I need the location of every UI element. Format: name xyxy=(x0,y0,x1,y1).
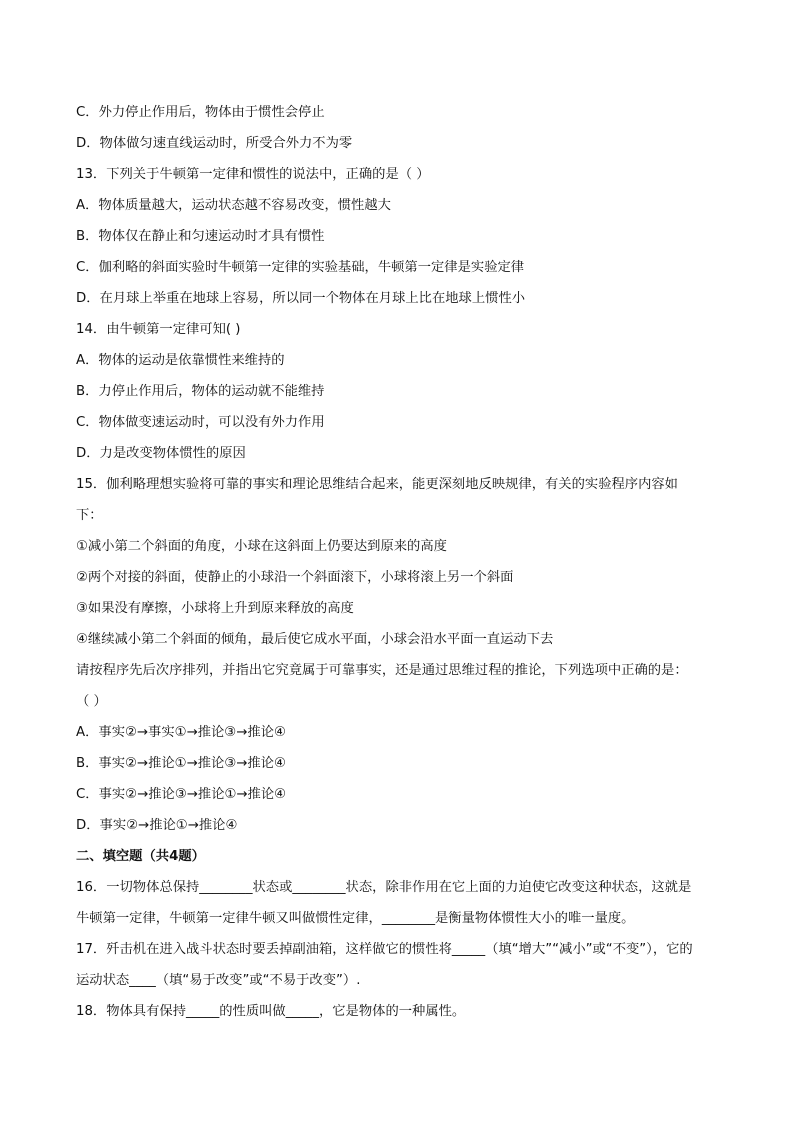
text-line-q13-b: B．物体仅在静止和匀速运动时才具有惯性 xyxy=(76,229,325,244)
text-line-q16-1: 16．一切物体总保持________状态或________状态，除非作用在它上面的力迫使它改变这种状态，这就是 xyxy=(76,880,692,895)
text-line-q17-2: 运动状态____（填“易于改变”或“不易于改变”）. xyxy=(76,973,361,988)
text-line-q15-item-2: ②两个对接的斜面，使静止的小球沿一个斜面滚下，小球将滚上另一个斜面 xyxy=(76,570,514,585)
text-line-q17-1: 17．歼击机在进入战斗状态时要丢掉副油箱，这样做它的惯性将_____（填“增大”“减小”或“不变”），它的 xyxy=(76,942,693,957)
text-line-q16-2: 牛顿第一定律，牛顿第一定律牛顿又叫做惯性定律，________是衡量物体惯性大小的唯一量度。 xyxy=(76,911,635,926)
text-line-q14-d: D．力是改变物体惯性的原因 xyxy=(76,446,246,461)
text-line-q14-c: C．物体做变速运动时，可以没有外力作用 xyxy=(76,415,325,430)
text-line-q15-a: A．事实②→事实①→推论③→推论④ xyxy=(76,725,286,740)
text-line-q15-item-1: ①减小第二个斜面的角度，小球在这斜面上仍要达到原来的高度 xyxy=(76,539,447,554)
text-line-q14-stem: 14．由牛顿第一定律可知( ) xyxy=(76,322,241,337)
text-line-q15-stem-1: 15．伽利略理想实验将可靠的事实和理论思维结合起来，能更深刻地反映规律，有关的实验程序内容如 xyxy=(76,477,678,492)
text-line-q12-d: D．物体做匀速直线运动时，所受合外力不为零 xyxy=(76,136,353,151)
text-line-q14-b: B．力停止作用后，物体的运动就不能维持 xyxy=(76,384,325,399)
text-line-q13-c: C．伽利略的斜面实验时牛顿第一定律的实验基础，牛顿第一定律是实验定律 xyxy=(76,260,525,275)
text-line-q13-a: A．物体质量越大，运动状态越不容易改变，惯性越大 xyxy=(76,198,391,213)
text-line-q15-stem-2: 下： xyxy=(76,508,103,523)
text-line-q15-item-4: ④继续减小第二个斜面的倾角，最后使它成水平面，小球会沿水平面一直运动下去 xyxy=(76,632,554,647)
text-line-q15-ask-1: 请按程序先后次序排列，并指出它究竟属于可靠事实，还是通过思维过程的推论，下列选项中正确的是： xyxy=(76,663,688,678)
text-line-q15-c: C．事实②→推论③→推论①→推论④ xyxy=(76,787,287,802)
text-line-q15-b: B．事实②→推论①→推论③→推论④ xyxy=(76,756,286,771)
text-line-q18: 18．物体具有保持_____的性质叫做_____，它是物体的一种属性。 xyxy=(76,1004,466,1019)
text-line-q15-d: D．事实②→推论①→推论④ xyxy=(76,818,238,833)
text-line-q15-item-3: ③如果没有摩擦，小球将上升到原来释放的高度 xyxy=(76,601,354,616)
text-line-q13-d: D．在月球上举重在地球上容易，所以同一个物体在月球上比在地球上惯性小 xyxy=(76,291,526,306)
section-heading: 二、填空题（共4题） xyxy=(76,849,205,864)
text-line-q15-ask-2: （ ） xyxy=(76,694,107,709)
text-line-q13-stem: 13．下列关于牛顿第一定律和惯性的说法中，正确的是（ ） xyxy=(76,167,430,182)
text-line-q14-a: A．物体的运动是依靠惯性来维持的 xyxy=(76,353,285,368)
text-line-q12-c: C．外力停止作用后，物体由于惯性会停止 xyxy=(76,105,325,120)
